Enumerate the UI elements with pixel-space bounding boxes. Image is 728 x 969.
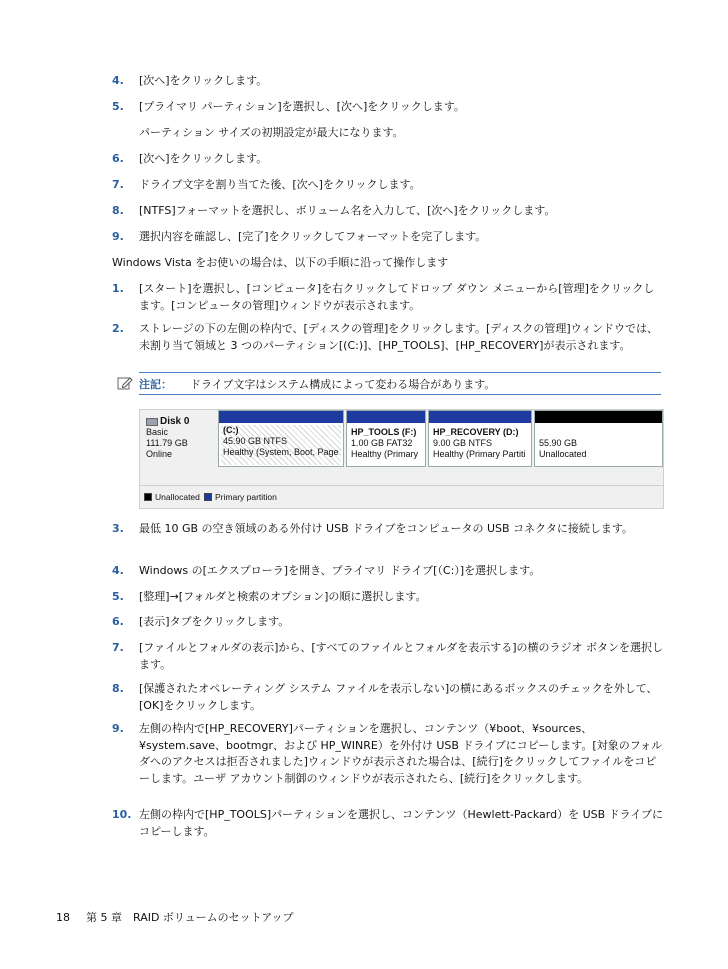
note-pencil-icon (117, 375, 133, 391)
disk-icon (146, 418, 158, 426)
partition-status: Healthy (Primary (351, 449, 419, 459)
page-number: 18 (56, 911, 70, 924)
partition-status: Healthy (Primary Partiti (433, 449, 526, 459)
step-text: [スタート]を選択し、[コンピュータ]を右クリックしてドロップ ダウン メニューから[管理]をクリックします。[コンピュータの管理]ウィンドウが表示されます。 (139, 282, 655, 312)
disk-info (146, 416, 214, 460)
section-intro: Windows Vista をお使いの場合は、以下の手順に沿って操作します (112, 256, 449, 269)
partition-size: 45.90 GB NTFS (223, 436, 288, 446)
step-number: 2. (112, 322, 124, 335)
note-label: 注記： (139, 378, 172, 391)
step-number: 4. (112, 74, 124, 87)
legend-swatch-unallocated (144, 493, 152, 501)
partition-name: (C:) (223, 425, 239, 435)
step-number: 9. (112, 722, 124, 735)
step-item (112, 807, 664, 840)
step-item (112, 321, 664, 354)
step-number: 4. (112, 564, 124, 577)
disk-name: Disk 0 (160, 416, 190, 427)
step-text: [NTFS]フォーマットを選択し、ボリューム名を入力して、[次へ]をクリックします。 (139, 204, 556, 217)
step-text: Windows の[エクスプローラ]を開き、プライマリ ドライブ[（C:）]を選択します。 (139, 564, 541, 577)
partition-bar (535, 411, 662, 423)
step-number: 7. (112, 641, 124, 654)
step-text: 左側の枠内で[HP_TOOLS]パーティションを選択し、コンテンツ（Hewlett-Packard）を USB ドライブにコピーします。 (139, 808, 664, 838)
step-text: [次へ]をクリックします。 (139, 74, 268, 87)
step-number: 7. (112, 178, 124, 191)
step-text: [プライマリ パーティション]を選択し、[次へ]をクリックします。 (139, 100, 465, 113)
step-number: 1. (112, 282, 124, 295)
step-item (112, 521, 664, 538)
step-number: 6. (112, 152, 124, 165)
partition-name: HP_TOOLS (F:) (351, 427, 417, 437)
disk-type: Basic (146, 427, 169, 437)
step-text: 選択内容を確認し、[完了]をクリックしてフォーマットを完了します。 (139, 230, 487, 243)
step-number: 5. (112, 100, 124, 113)
disk-legend (140, 485, 663, 508)
step-text: [ファイルとフォルダの表示]から、[すべてのファイルとフォルダを表示する]の横のラジオ ボタンを選択します。 (139, 641, 664, 671)
step-text: 最低 10 GB の空き領域のある外付け USB ドライブをコンピュータの USB コネクタに接続します。 (139, 522, 633, 535)
disk-status: Online (146, 449, 173, 459)
legend-swatch-primary (204, 493, 212, 501)
partition-size: 55.90 GB (539, 438, 578, 448)
chapter-title: 第 5 章 RAID ボリュームのセットアップ (86, 911, 294, 924)
partition-size: 9.00 GB NTFS (433, 438, 493, 448)
partition-bar (429, 411, 531, 423)
legend-primary: Primary partition (204, 492, 277, 502)
page-footer (56, 909, 294, 925)
note-text: ドライブ文字はシステム構成によって変わる場合があります。 (190, 378, 496, 391)
step-item (112, 177, 664, 194)
step-item (112, 563, 664, 580)
legend-unallocated: Unallocated (144, 492, 200, 502)
partition-status: Healthy (System, Boot, Page (223, 447, 339, 457)
step-item (112, 614, 664, 631)
partition-size: 1.00 GB FAT32 (351, 438, 413, 448)
disk-management-figure (139, 409, 664, 509)
partition-unallocated[interactable] (534, 410, 663, 467)
step-number: 3. (112, 522, 124, 535)
step-number: 10. (112, 808, 132, 821)
step-note-text: パーティション サイズの初期設定が最大になります。 (139, 126, 404, 139)
partition-status: Unallocated (539, 449, 587, 459)
step-item (112, 203, 664, 220)
partition-c[interactable] (218, 410, 344, 467)
partition-bar (347, 411, 425, 423)
step-item (112, 721, 664, 787)
step-number: 9. (112, 230, 124, 243)
step-item (112, 99, 664, 116)
step-text: [次へ]をクリックします。 (139, 152, 268, 165)
partition-hp-tools[interactable] (346, 410, 426, 467)
partition-hp-recovery[interactable] (428, 410, 532, 467)
step-number: 8. (112, 682, 124, 695)
step-text: [保護されたオペレーティング システム ファイルを表示しない]の横にあるボックスのチェックを外して、[OK]をクリックします。 (139, 682, 658, 712)
step-item (112, 151, 664, 168)
step-item (112, 281, 664, 314)
step-item (112, 229, 664, 246)
step-item (112, 589, 664, 606)
step-number: 6. (112, 615, 124, 628)
step-item (112, 640, 664, 673)
note-box (139, 372, 661, 395)
disk-size: 111.79 GB (146, 438, 188, 448)
step-number: 8. (112, 204, 124, 217)
step-text: ストレージの下の左側の枠内で、[ディスクの管理]をクリックします。[ディスクの管理]ウィンドウでは、未割り当て領域と 3 つのパーティション[(C:)]、[HP_TOOLS]、[HP_RECOVERY]が表示されます。 (139, 322, 658, 352)
step-item (112, 681, 664, 714)
step-number: 5. (112, 590, 124, 603)
step-text: 左側の枠内で[HP_RECOVERY]パーティションを選択し、コンテンツ（¥boot、¥sources、¥system.save、bootmgr、および HP_WINRE）を外付け USB ドライブにコピーします。[対象のフォルダへのアクセスは拒否されました]ウィンドウが表示された場合は、[続行]をクリックしてファイルをコピーします。ユーザ アカウント制御のウィンドウが表示されたら、[続行]をクリックします。 (139, 722, 663, 785)
partition-name: HP_RECOVERY (D:) (433, 427, 519, 437)
step-text: [整理]→[フォルダと検索のオプション]の順に選択します。 (139, 590, 427, 603)
step-text: [表示]タブをクリックします。 (139, 615, 290, 628)
step-item (112, 73, 664, 90)
step-text: ドライブ文字を割り当てた後、[次へ]をクリックします。 (139, 178, 421, 191)
partition-bar (219, 411, 343, 423)
